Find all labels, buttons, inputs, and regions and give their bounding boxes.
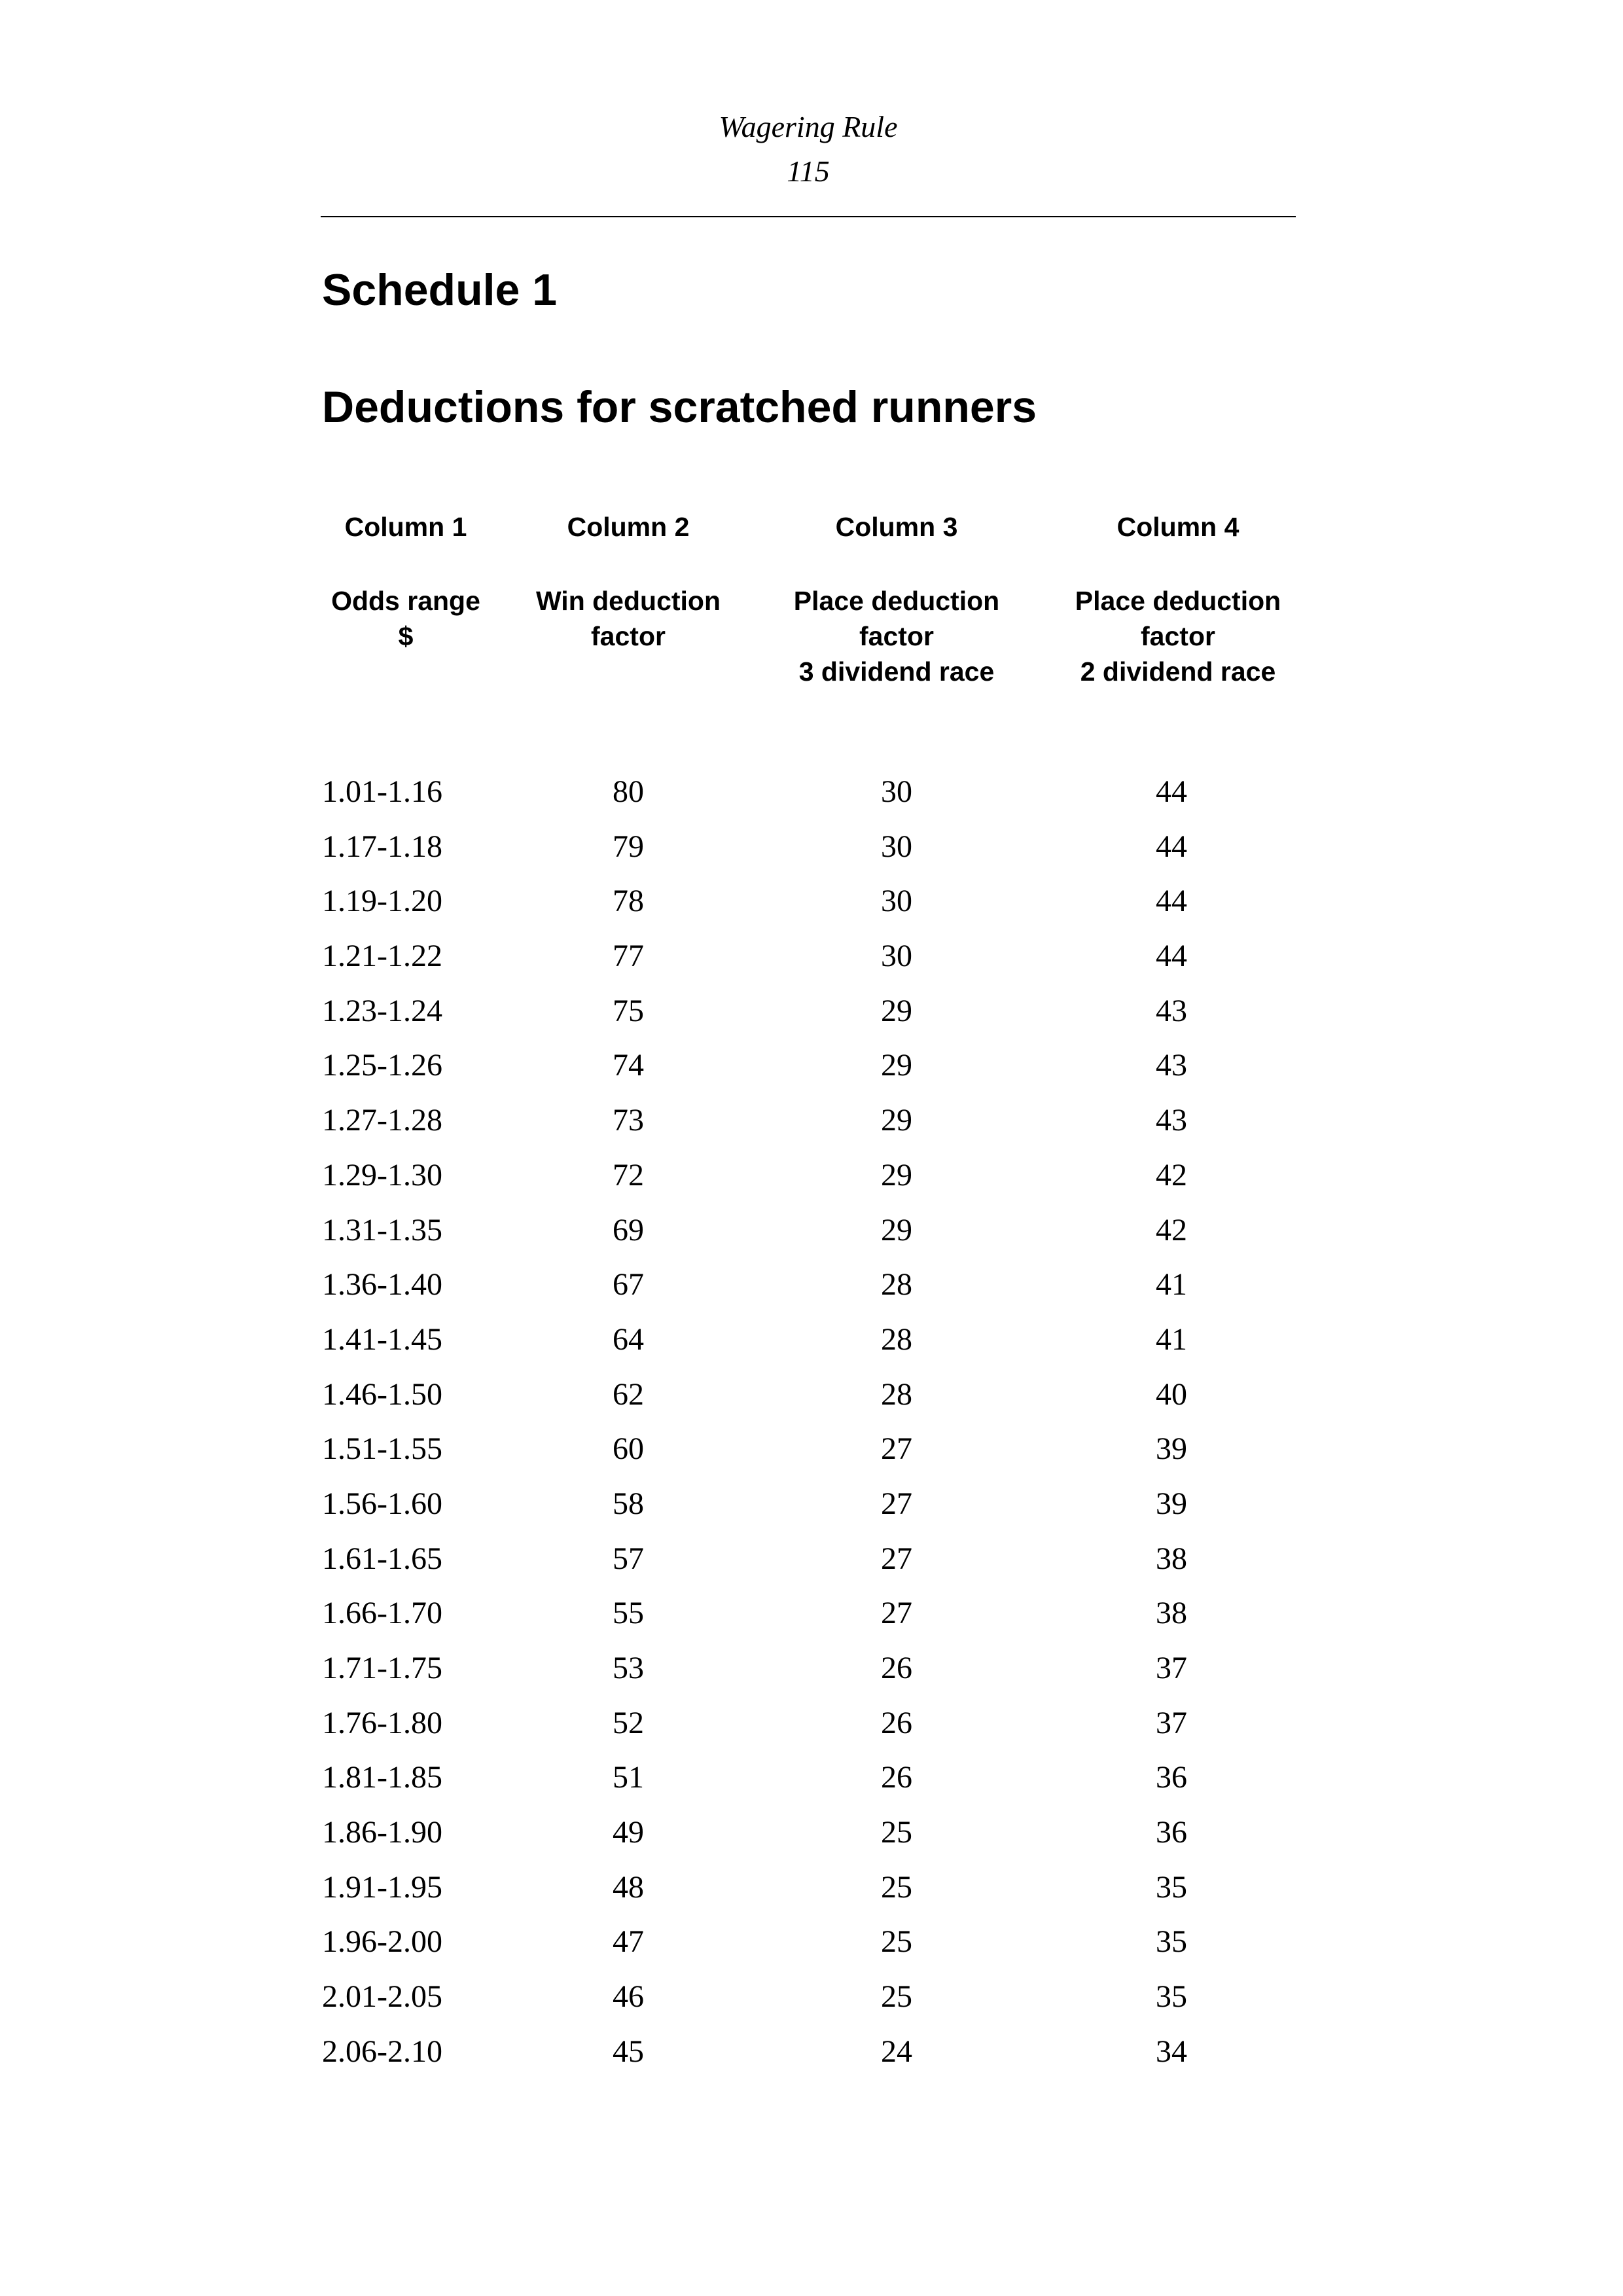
column-number: Column 2 [567,512,690,542]
place-deduction-2-dividend-cell: 43 [1156,1103,1187,1138]
table-row [0,1148,1623,1203]
column-number: Column 4 [1116,512,1240,542]
odds-range-cell: 1.31-1.35 [322,1212,442,1247]
win-deduction-cell: 75 [613,993,644,1028]
document-title: Wagering Rule [719,110,898,143]
column-header-win-deduction [524,509,733,654]
place-deduction-2-dividend-cell: 44 [1156,774,1187,809]
table-row [0,1969,1623,2024]
win-deduction-cell: 78 [613,884,644,919]
win-deduction-cell: 67 [613,1267,644,1302]
win-deduction-cell: 69 [613,1212,644,1247]
deductions-table-body [0,764,1623,2079]
place-deduction-2-dividend-cell: 37 [1156,1705,1187,1740]
place-deduction-3-dividend-cell: 24 [881,2034,912,2069]
odds-range-cell: 1.56-1.60 [322,1486,442,1521]
win-deduction-cell: 62 [613,1376,644,1412]
place-deduction-3-dividend-cell: 29 [881,993,912,1028]
table-row [0,1477,1623,1532]
odds-range-cell: 1.81-1.85 [322,1760,442,1795]
place-deduction-3-dividend-cell: 29 [881,1103,912,1138]
odds-range-cell: 1.36-1.40 [322,1267,442,1302]
odds-range-cell: 1.51-1.55 [322,1431,442,1467]
place-deduction-3-dividend-cell: 26 [881,1760,912,1795]
schedule-subtitle: Deductions for scratched runners [322,382,1037,432]
column-description: Win deduction factor [535,586,721,651]
table-row [0,1586,1623,1641]
odds-range-cell: 1.01-1.16 [322,774,442,809]
odds-range-cell: 1.96-2.00 [322,1924,442,1960]
place-deduction-3-dividend-cell: 27 [881,1431,912,1467]
place-deduction-2-dividend-cell: 42 [1156,1212,1187,1247]
place-deduction-2-dividend-cell: 35 [1156,1869,1187,1905]
place-deduction-2-dividend-cell: 43 [1156,993,1187,1028]
odds-range-cell: 1.27-1.28 [322,1103,442,1138]
table-row [0,819,1623,874]
place-deduction-3-dividend-cell: 25 [881,1924,912,1960]
place-deduction-2-dividend-cell: 36 [1156,1760,1187,1795]
win-deduction-cell: 48 [613,1869,644,1905]
table-row [0,1203,1623,1258]
win-deduction-cell: 57 [613,1541,644,1576]
win-deduction-cell: 55 [613,1596,644,1631]
column-header-odds-range [301,509,510,654]
odds-range-cell: 1.29-1.30 [322,1157,442,1193]
odds-range-cell: 1.91-1.95 [322,1869,442,1905]
win-deduction-cell: 51 [613,1760,644,1795]
place-deduction-2-dividend-cell: 40 [1156,1376,1187,1412]
table-row [0,1696,1623,1751]
place-deduction-3-dividend-cell: 25 [881,1869,912,1905]
place-deduction-3-dividend-cell: 25 [881,1815,912,1850]
column-number: Column 3 [835,512,958,542]
place-deduction-2-dividend-cell: 34 [1156,2034,1187,2069]
place-deduction-3-dividend-cell: 29 [881,1157,912,1193]
odds-range-cell: 1.76-1.80 [322,1705,442,1740]
table-row [0,2024,1623,2079]
table-row [0,764,1623,819]
odds-range-cell: 1.46-1.50 [322,1376,442,1412]
table-row [0,1367,1623,1422]
win-deduction-cell: 79 [613,829,644,864]
table-row [0,1750,1623,1805]
page-number: 115 [787,154,830,188]
odds-range-cell: 1.86-1.90 [322,1815,442,1850]
table-row [0,1038,1623,1093]
column-description: Odds range $ [331,586,480,651]
table-row [0,1805,1623,1860]
win-deduction-cell: 64 [613,1321,644,1357]
place-deduction-2-dividend-cell: 44 [1156,884,1187,919]
place-deduction-2-dividend-cell: 43 [1156,1048,1187,1083]
place-deduction-3-dividend-cell: 26 [881,1705,912,1740]
column-description: Place deduction factor 2 dividend race [1075,586,1281,687]
place-deduction-2-dividend-cell: 38 [1156,1541,1187,1576]
odds-range-cell: 1.41-1.45 [322,1321,442,1357]
table-row [0,1422,1623,1477]
win-deduction-cell: 73 [613,1103,644,1138]
odds-range-cell: 1.61-1.65 [322,1541,442,1576]
place-deduction-3-dividend-cell: 28 [881,1376,912,1412]
win-deduction-cell: 58 [613,1486,644,1521]
table-row [0,984,1623,1039]
win-deduction-cell: 72 [613,1157,644,1193]
place-deduction-3-dividend-cell: 29 [881,1048,912,1083]
win-deduction-cell: 60 [613,1431,644,1467]
place-deduction-2-dividend-cell: 42 [1156,1157,1187,1193]
win-deduction-cell: 46 [613,1979,644,2015]
place-deduction-2-dividend-cell: 36 [1156,1815,1187,1850]
place-deduction-2-dividend-cell: 37 [1156,1651,1187,1685]
odds-range-cell: 1.25-1.26 [322,1048,442,1083]
place-deduction-3-dividend-cell: 30 [881,829,912,864]
table-row [0,1914,1623,1969]
odds-range-cell: 1.21-1.22 [322,939,442,974]
place-deduction-3-dividend-cell: 27 [881,1596,912,1631]
column-header-place-deduction-2-dividend [1054,509,1302,689]
odds-range-cell: 1.17-1.18 [322,829,442,864]
odds-range-cell: 1.71-1.75 [322,1651,442,1685]
place-deduction-3-dividend-cell: 28 [881,1267,912,1302]
column-description: Place deduction factor 3 dividend race [793,586,1000,687]
place-deduction-2-dividend-cell: 39 [1156,1486,1187,1521]
running-header [321,105,1296,194]
table-row [0,929,1623,984]
place-deduction-2-dividend-cell: 44 [1156,939,1187,974]
win-deduction-cell: 80 [613,774,644,809]
win-deduction-cell: 74 [613,1048,644,1083]
place-deduction-2-dividend-cell: 41 [1156,1267,1187,1302]
column-number: Column 1 [344,512,467,542]
odds-range-cell: 1.19-1.20 [322,884,442,919]
win-deduction-cell: 49 [613,1815,644,1850]
place-deduction-2-dividend-cell: 41 [1156,1321,1187,1357]
place-deduction-3-dividend-cell: 30 [881,939,912,974]
column-header-place-deduction-3-dividend [772,509,1021,689]
table-row [0,1257,1623,1312]
place-deduction-3-dividend-cell: 30 [881,884,912,919]
place-deduction-3-dividend-cell: 30 [881,774,912,809]
header-divider [321,216,1296,217]
table-row [0,1093,1623,1148]
table-row [0,1312,1623,1367]
table-row [0,1641,1623,1696]
place-deduction-2-dividend-cell: 38 [1156,1596,1187,1631]
place-deduction-3-dividend-cell: 27 [881,1486,912,1521]
place-deduction-2-dividend-cell: 39 [1156,1431,1187,1467]
place-deduction-2-dividend-cell: 35 [1156,1979,1187,2015]
odds-range-cell: 2.06-2.10 [322,2034,442,2069]
win-deduction-cell: 52 [613,1705,644,1740]
table-row [0,874,1623,929]
place-deduction-2-dividend-cell: 35 [1156,1924,1187,1960]
place-deduction-2-dividend-cell: 44 [1156,829,1187,864]
place-deduction-3-dividend-cell: 28 [881,1321,912,1357]
win-deduction-cell: 45 [613,2034,644,2069]
win-deduction-cell: 47 [613,1924,644,1960]
odds-range-cell: 2.01-2.05 [322,1979,442,2015]
odds-range-cell: 1.23-1.24 [322,993,442,1028]
win-deduction-cell: 77 [613,939,644,974]
table-row [0,1860,1623,1915]
place-deduction-3-dividend-cell: 25 [881,1979,912,2015]
place-deduction-3-dividend-cell: 27 [881,1541,912,1576]
place-deduction-3-dividend-cell: 29 [881,1212,912,1247]
win-deduction-cell: 53 [613,1651,644,1685]
schedule-title: Schedule 1 [322,265,558,315]
table-row [0,1532,1623,1587]
odds-range-cell: 1.66-1.70 [322,1596,442,1631]
place-deduction-3-dividend-cell: 26 [881,1651,912,1685]
